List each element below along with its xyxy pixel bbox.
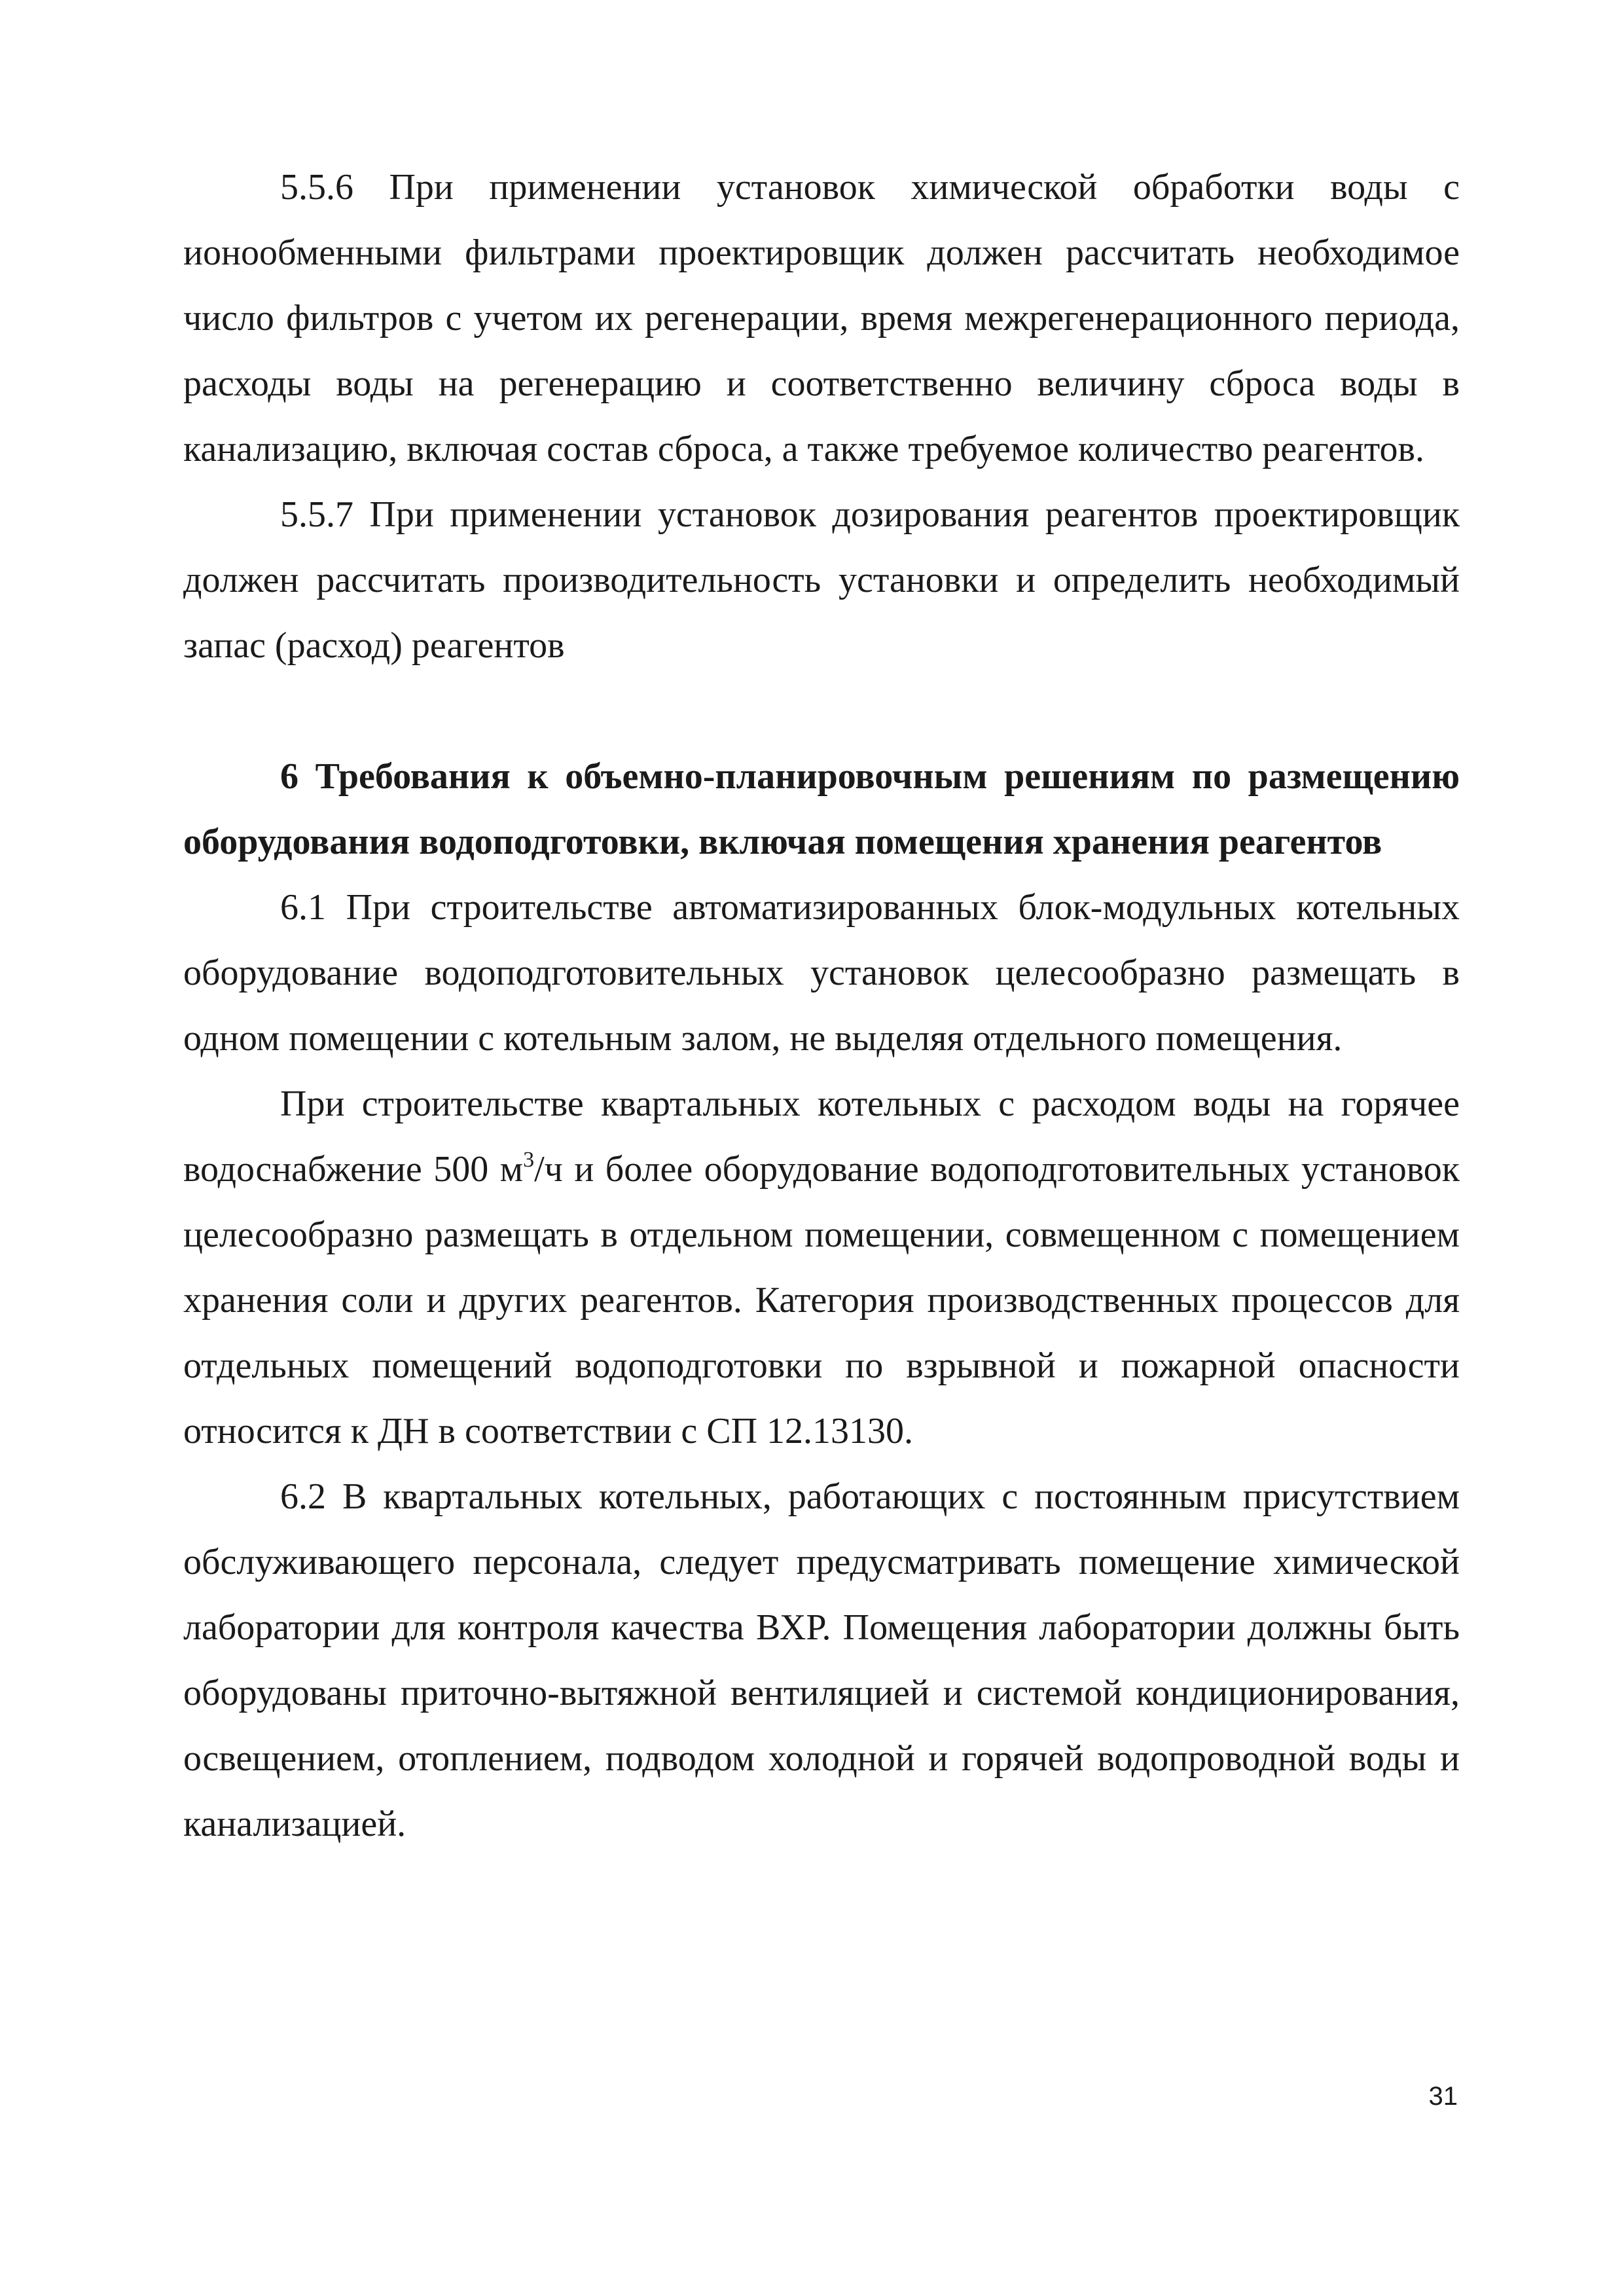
section-spacer	[183, 678, 1460, 744]
paragraph-quarterly-boilers	[183, 1071, 1460, 1464]
page-number: 31	[1428, 2082, 1458, 2111]
section-heading: 6 Требования к объемно-планировочным решениям по размещению оборудования водоподготовки, включая помещения хранения реагентов	[183, 756, 1460, 862]
paragraph-5-5-7: 5.5.7 При применении установок дозирования реагентов проектировщик должен рассчитать производительность установки и определить необходимый запас (расход) реагентов	[183, 494, 1460, 666]
paragraph-6-1: 6.1 При строительстве автоматизированных блок-модульных котельных оборудование водоподготовительных установок целесообразно размещать в одном помещении с котельным залом, не выделяя отдельного помещения.	[183, 887, 1460, 1059]
paragraph-5-5-6: 5.5.6 При применении установок химической обработки воды с ионообменными фильтрами проектировщик должен рассчитать необходимое число фильтров с учетом их регенерации, время межрегенерационного периода, расходы воды на регенерацию и соответственно величину сброса воды в канализацию, включая состав сброса, а также требуемое количество реагентов.	[183, 167, 1460, 469]
page-content	[183, 155, 1460, 1857]
quarterly-text-start: При строительстве квартальных котельных с расходом воды на горячее водоснабжение 500 м	[183, 1084, 1460, 1190]
quarterly-text-end: /ч и более оборудование водоподготовительных установок целесообразно размещать в отдельном помещении, совмещенном с помещением хранения соли и других реагентов. Категория производственных процессов для отдельных помещений водоподготовки по взрывной и пожарной опасности относится к ДН в соответствии с СП 12.13130.	[183, 1149, 1460, 1451]
paragraph-6-2: 6.2 В квартальных котельных, работающих с постоянным присутствием обслуживающего персонала, следует предусматривать помещение химической лаборатории для контроля качества ВХР. Помещения лаборатории должны быть оборудованы приточно-вытяжной вентиляцией и системой кондиционирования, освещением, отоплением, подводом холодной и горячей водопроводной воды и канализацией.	[183, 1476, 1460, 1844]
cubic-superscript: 3	[523, 1148, 535, 1172]
